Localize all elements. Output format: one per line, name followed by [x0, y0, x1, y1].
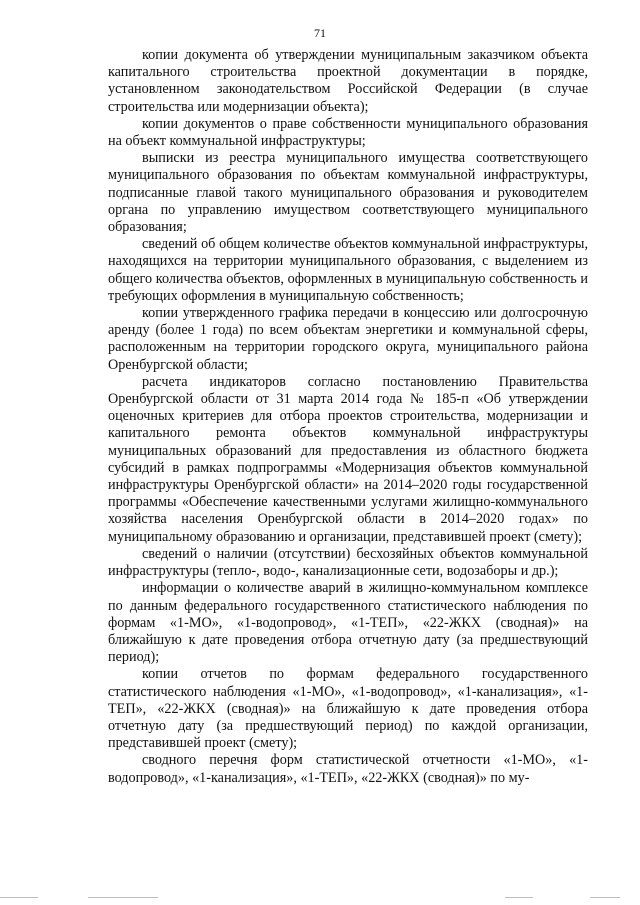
page-number: 71: [314, 26, 326, 40]
body-text: [108, 47, 588, 787]
paragraph: информации о количестве аварий в жилищно-коммунальном комплексе по данным федерального государственного статистического наблюдения по формам «1-МО», «1-водопровод», «1-ТЕП», «22-ЖКХ (сводная)» на ближайшую к дате проведения отбора отчетную дату (за предшествующий период);: [108, 580, 588, 666]
paragraph: сводного перечня форм статистической отчетности «1-МО», «1-водопровод», «1-канализация», «1-ТЕП», «22-ЖКХ (сводная)» по му-: [108, 752, 588, 786]
paragraph: расчета индикаторов согласно постановлению Правительства Оренбургской области от 31 марта 2014 года № 185-п «Об утверждении оценочных критериев для отбора проектов строительства, модернизации и капитального ремонта объектов коммунальной инфраструктуры муниципальных образований для предоставления из областного бюджета субсидий в рамках подпрограммы «Модернизация объектов коммунальной инфраструктуры Оренбургской области» на 2014–2020 годы государственной программы «Обеспечение качественными услугами жилищно-коммунального хозяйства населения Оренбургской области в 2014–2020 годах» по муниципальному образованию и организации, представившей проект (смету);: [108, 373, 588, 545]
paragraph: копии документов о праве собственности муниципального образования на объект коммунальной инфраструктуры;: [108, 115, 588, 150]
paragraph: копии документа об утверждении муниципальным заказчиком объекта капитального строительства проектной документации в порядке, установленном законодательством Российской Федерации (в случае строительства или модернизации объекта);: [108, 47, 588, 115]
paragraph: сведений о наличии (отсутствии) бесхозяйных объектов коммунальной инфраструктуры (тепло-, водо-, канализационные сети, водозаборы и др.);: [108, 545, 588, 580]
scan-mark: [590, 897, 620, 898]
paragraph: выписки из реестра муниципального имущества соответствующего муниципального образования по объектам коммунальной инфраструктуры, подписанные главой такого муниципального образования и руководителем органа по управлению имуществом соответствующего муниципального образования;: [108, 150, 588, 236]
scan-mark: [505, 897, 533, 898]
paragraph: копии утвержденного графика передачи в концессию или долгосрочную аренду (более 1 года) по всем объектам энергетики и коммунальной сферы, расположенным на территории городского округа, муниципального района Оренбургской области;: [108, 305, 588, 373]
scan-footer-marks: [0, 897, 640, 903]
scan-mark: [88, 897, 158, 898]
paragraph: копии отчетов по формам федерального государственного статистического наблюдения «1-МО», «1-водопровод», «1-канализация», «1-ТЕП», «22-ЖКХ (сводная)» на ближайшую к дате проведения отбора отчетную дату (за предшествующий период) по каждой организации, представившей проект (смету);: [108, 666, 588, 752]
scan-mark: [0, 897, 38, 898]
paragraph: сведений об общем количестве объектов коммунальной инфраструктуры, находящихся на территории муниципального образования, с выделением из общего количества объектов, оформленных в муниципальную собственность и требующих оформления в муниципальную собственность;: [108, 236, 588, 304]
